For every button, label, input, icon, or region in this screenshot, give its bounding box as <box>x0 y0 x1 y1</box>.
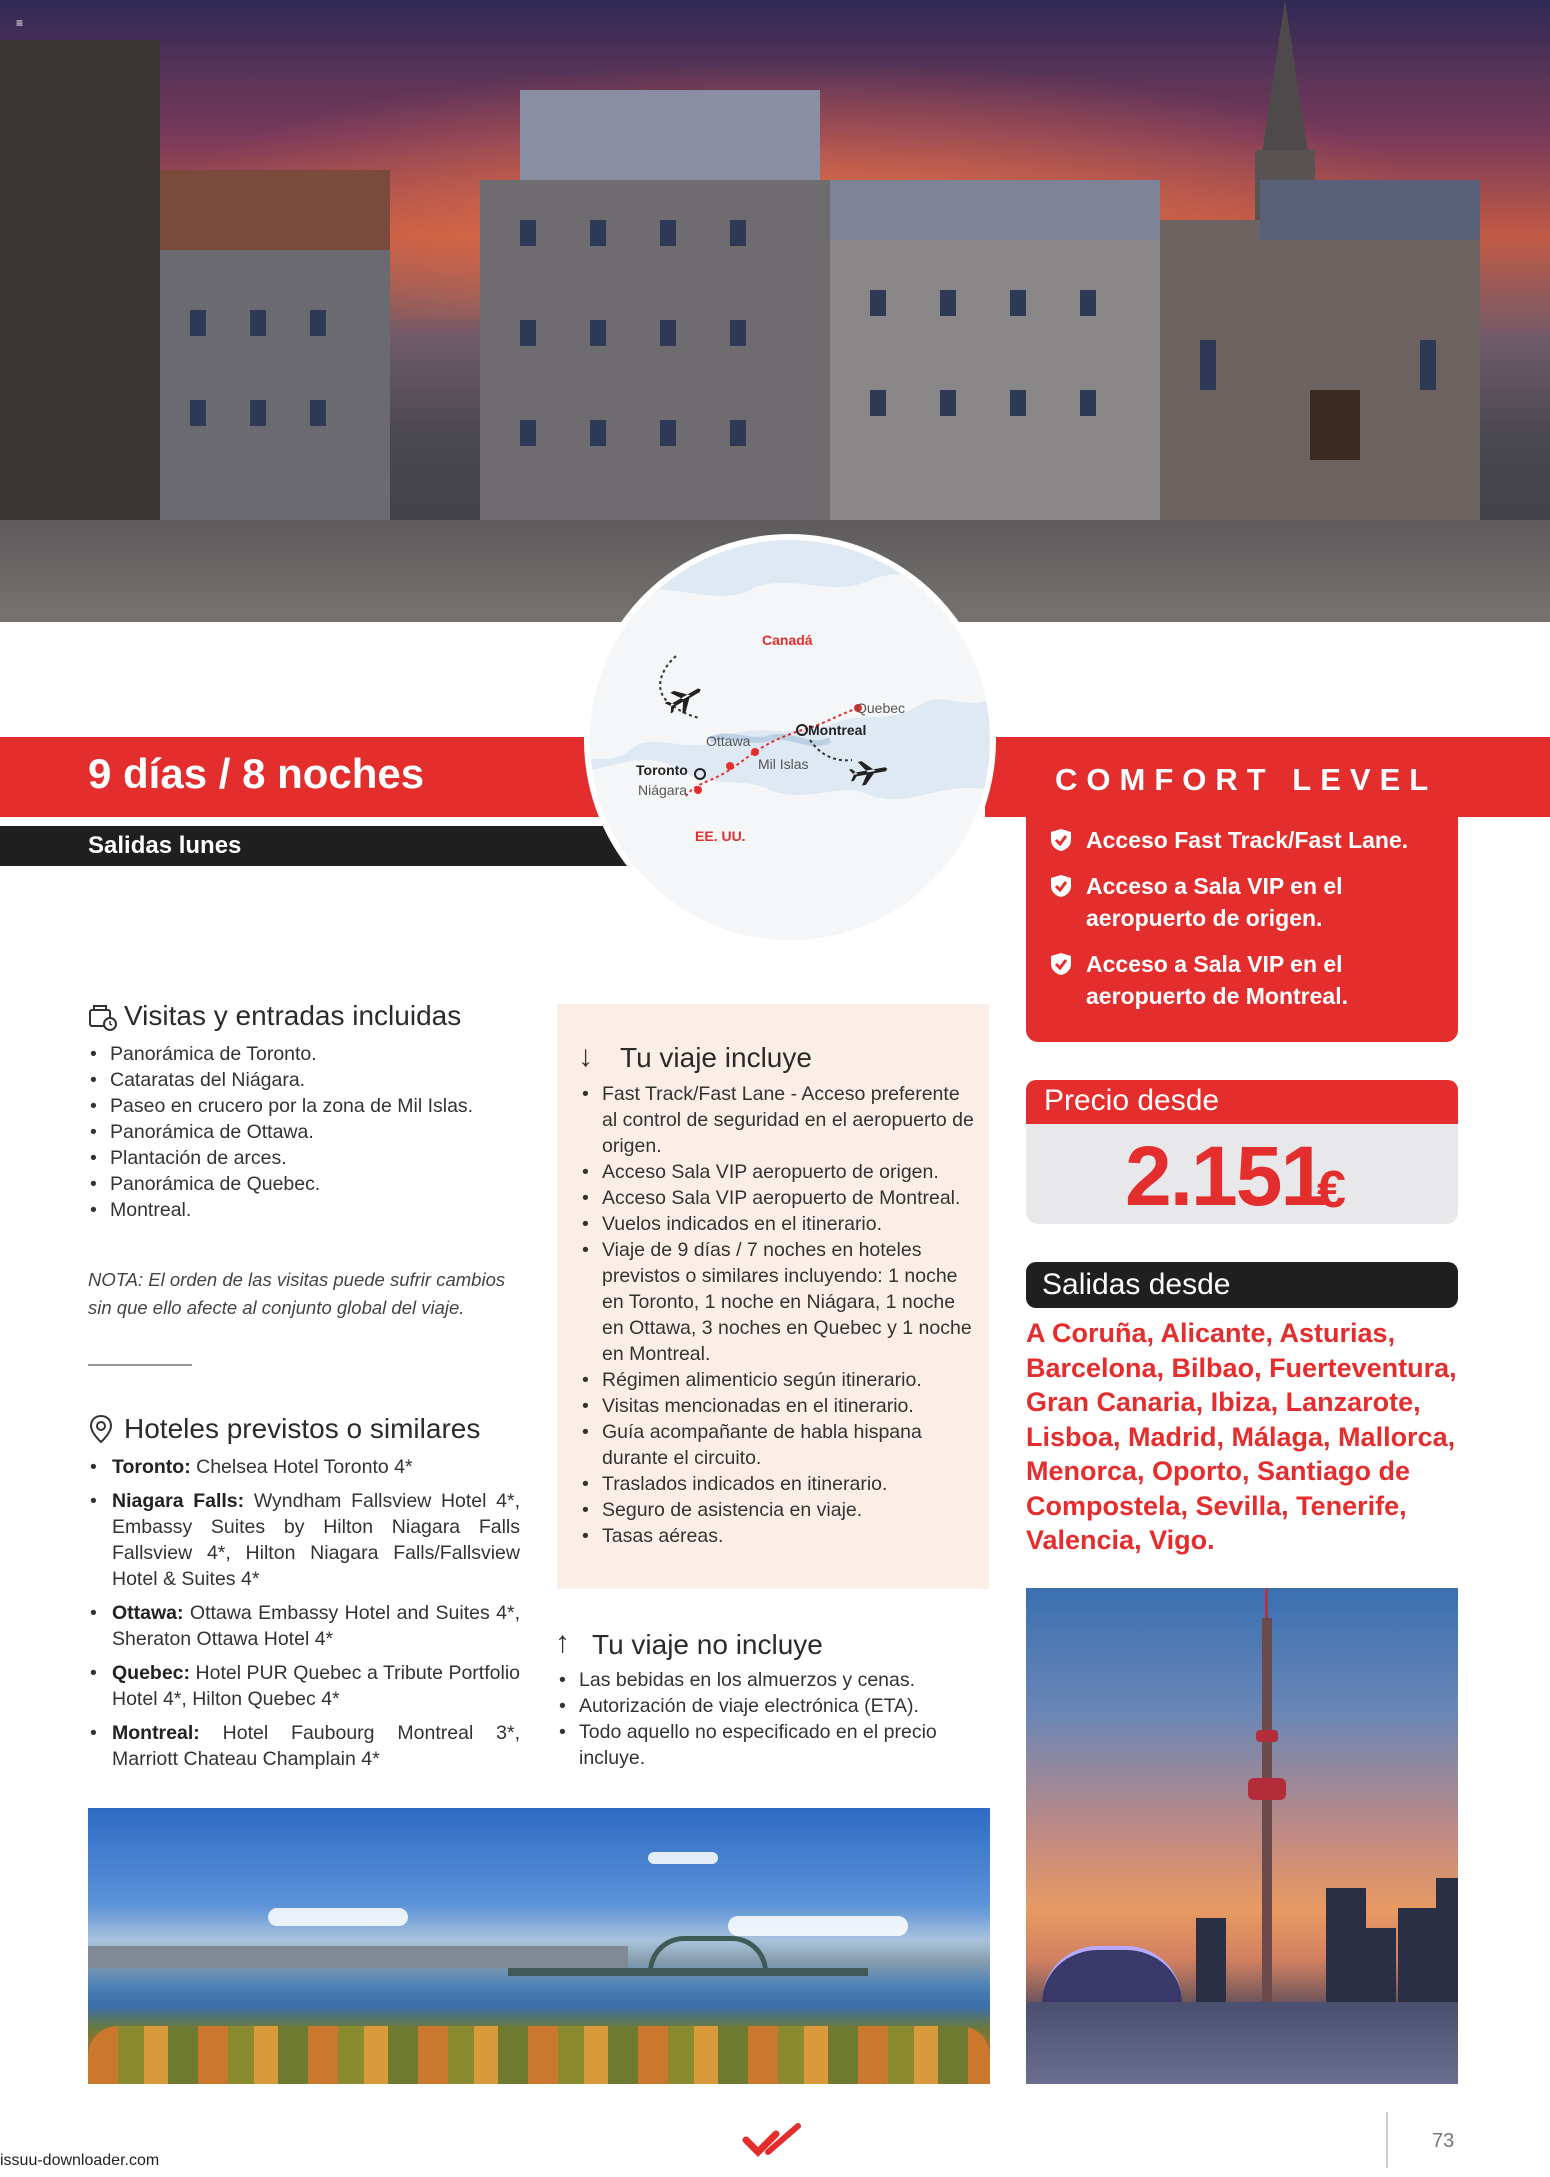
list-item: • Tasas aéreas. <box>580 1523 980 1549</box>
route-map <box>590 540 990 940</box>
price-label: Precio desde <box>1044 1084 1220 1117</box>
list-item: • Traslados indicados en itinerario. <box>580 1471 980 1497</box>
comfort-item <box>1048 948 1448 1012</box>
list-item: • Acceso Sala VIP aeropuerto de Montreal. <box>580 1185 980 1211</box>
church <box>1160 220 1480 560</box>
hotel-names: Chelsea Hotel Toronto 4* <box>196 1456 413 1478</box>
hotel-names: Hotel PUR Quebec a Tribute Portfolio Hotel 4*, Hilton Quebec 4* <box>112 1662 520 1710</box>
list-item: • Montreal. <box>88 1197 528 1223</box>
arrow-up-icon: ↑ <box>555 1626 570 1659</box>
list-item: • Fast Track/Fast Lane - Acceso preferente al control de seguridad en el aeropuerto de origen. <box>580 1081 980 1159</box>
list-item: • Viaje de 9 días / 7 noches en hoteles previstos o similares incluyendo: 1 noche en Toronto, 1 noche en Niágara, 1 noche en Ottawa, 3 noches en Quebec y 1 noche en Montreal. <box>580 1237 980 1367</box>
list-item: • Guía acompañante de habla hispana durante el circuito. <box>580 1419 980 1471</box>
trip-duration: 9 días / 8 noches <box>88 750 425 797</box>
bridge-truss <box>648 1936 768 1972</box>
map-label-toronto: Toronto <box>636 762 688 778</box>
hotel-names: Hotel Faubourg Montreal 3*, Marriott Chateau Champlain 4* <box>112 1722 521 1770</box>
hotel-city: Toronto: <box>112 1456 191 1478</box>
hotel-item <box>88 1488 520 1592</box>
list-item: • Acceso Sala VIP aeropuerto de origen. <box>580 1159 980 1185</box>
hotel-city: Montreal: <box>112 1722 200 1744</box>
hotel-item <box>88 1600 520 1652</box>
hotel-item <box>88 1720 520 1772</box>
watermark: issuu-downloader.com <box>0 2152 160 2169</box>
lake-water <box>1026 2002 1458 2084</box>
list-item: • Seguro de asistencia en viaje. <box>580 1497 980 1523</box>
comfort-level-box <box>1026 810 1458 1042</box>
list-item: • Visitas mencionadas en el itinerario. <box>580 1393 980 1419</box>
hotel-names: Wyndham Fallsview Hotel 4*, Embassy Suites by Hilton Niagara Falls Fallsview 4*, Hilton Niagara Falls/Fallsview Hotel & Suites 4* <box>112 1490 520 1590</box>
comfort-item-text: Acceso a Sala VIP en el aeropuerto de origen. <box>1086 873 1343 931</box>
list-item: • Cataratas del Niágara. <box>88 1067 528 1093</box>
hero-photo-quebec-square <box>0 0 1550 622</box>
brand-logo-icon <box>742 2122 802 2162</box>
hotels-list <box>88 1454 520 1780</box>
excludes-list <box>557 1667 987 1771</box>
divider <box>88 1364 192 1366</box>
stone-building-center <box>480 180 830 560</box>
visits-list <box>88 1041 528 1223</box>
tower-skypod <box>1256 1730 1278 1742</box>
visits-note: NOTA: El orden de las visitas puede sufrir cambios sin que ello afecte al conjunto global del viaje. <box>88 1269 506 1318</box>
visits-title: Visitas y entradas incluidas <box>124 1000 462 1031</box>
map-label-quebec: Quebec <box>856 700 906 716</box>
ticket-icon <box>88 1004 118 1032</box>
hotel-names: Ottawa Embassy Hotel and Suites 4*, Sheraton Ottawa Hotel 4* <box>112 1602 520 1650</box>
map-label-canada: Canadá <box>762 632 813 648</box>
shield-check-icon <box>1048 874 1074 898</box>
bridge-deck <box>508 1968 868 1976</box>
hotel-item <box>88 1454 520 1480</box>
map-label-ottawa: Ottawa <box>706 733 751 749</box>
price-value: 2.151 <box>1125 1129 1326 1223</box>
list-item: • Panorámica de Toronto. <box>88 1041 528 1067</box>
departure-day: Salidas lunes <box>88 832 242 859</box>
shield-check-icon <box>1048 952 1074 976</box>
excludes-title: Tu viaje no incluye <box>592 1629 823 1660</box>
includes-title: Tu viaje incluye <box>620 1042 812 1073</box>
comfort-item <box>1048 870 1448 934</box>
page-number: 73 <box>1432 2130 1455 2152</box>
arrow-down-icon: ↓ <box>578 1040 593 1073</box>
city-skyline <box>88 1946 628 1968</box>
list-item: • Panorámica de Quebec. <box>88 1171 528 1197</box>
hotel-city: Quebec: <box>112 1662 191 1684</box>
list-item: • Panorámica de Ottawa. <box>88 1119 528 1145</box>
stadium-dome <box>1042 1946 1182 2002</box>
list-item: • Todo aquello no especificado en el precio incluye. <box>557 1719 987 1771</box>
tower-main-pod <box>1248 1778 1286 1800</box>
list-item: • Plantación de arces. <box>88 1145 528 1171</box>
list-item: • Autorización de viaje electrónica (ETA). <box>557 1693 987 1719</box>
map-label-niagara: Niágara <box>638 782 688 798</box>
corner-mark: ≡ <box>16 16 24 30</box>
comfort-level-title: COMFORT LEVEL <box>1055 762 1438 797</box>
location-pin-icon <box>88 1414 114 1444</box>
price-currency: € <box>1317 1161 1346 1219</box>
list-item: • Vuelos indicados en el itinerario. <box>580 1211 980 1237</box>
departures-label: Salidas desde <box>1042 1268 1231 1301</box>
hotel-city: Ottawa: <box>112 1602 184 1624</box>
photo-toronto-cn-tower <box>1026 1588 1458 2084</box>
list-item: • Las bebidas en los almuerzos y cenas. <box>557 1667 987 1693</box>
hotel-city: Niagara Falls: <box>112 1490 245 1512</box>
route-map-graphic <box>590 540 990 940</box>
includes-list <box>580 1081 980 1549</box>
shield-check-icon <box>1048 828 1074 852</box>
map-label-mil-islas: Mil Islas <box>758 756 809 772</box>
hotel-item <box>88 1660 520 1712</box>
hotels-title: Hoteles previstos o similares <box>124 1413 481 1444</box>
autumn-trees <box>88 2026 990 2084</box>
map-label-usa: EE. UU. <box>695 828 746 844</box>
list-item: • Régimen alimenticio según itinerario. <box>580 1367 980 1393</box>
tower-shaft <box>1262 1618 1272 2058</box>
map-label-montreal: Montreal <box>808 722 867 738</box>
departure-cities: A Coruña, Alicante, Asturias, Barcelona, Bilbao, Fuerteventura, Gran Canaria, Ibiza, Lanzarote, Lisboa, Madrid, Málaga, Mallorca, Menorca, Oporto, Santiago de Compostela, Sevilla, Tenerife, Valencia, Vigo. <box>1026 1318 1457 1555</box>
list-item: • Paseo en crucero por la zona de Mil Islas. <box>88 1093 528 1119</box>
photo-quebec-bridge <box>88 1808 990 2084</box>
comfort-item-text: Acceso Fast Track/Fast Lane. <box>1086 827 1409 853</box>
comfort-item <box>1048 824 1448 856</box>
building-right <box>830 240 1160 560</box>
comfort-item-text: Acceso a Sala VIP en el aeropuerto de Montreal. <box>1086 951 1348 1009</box>
footer-divider <box>1386 2112 1388 2168</box>
